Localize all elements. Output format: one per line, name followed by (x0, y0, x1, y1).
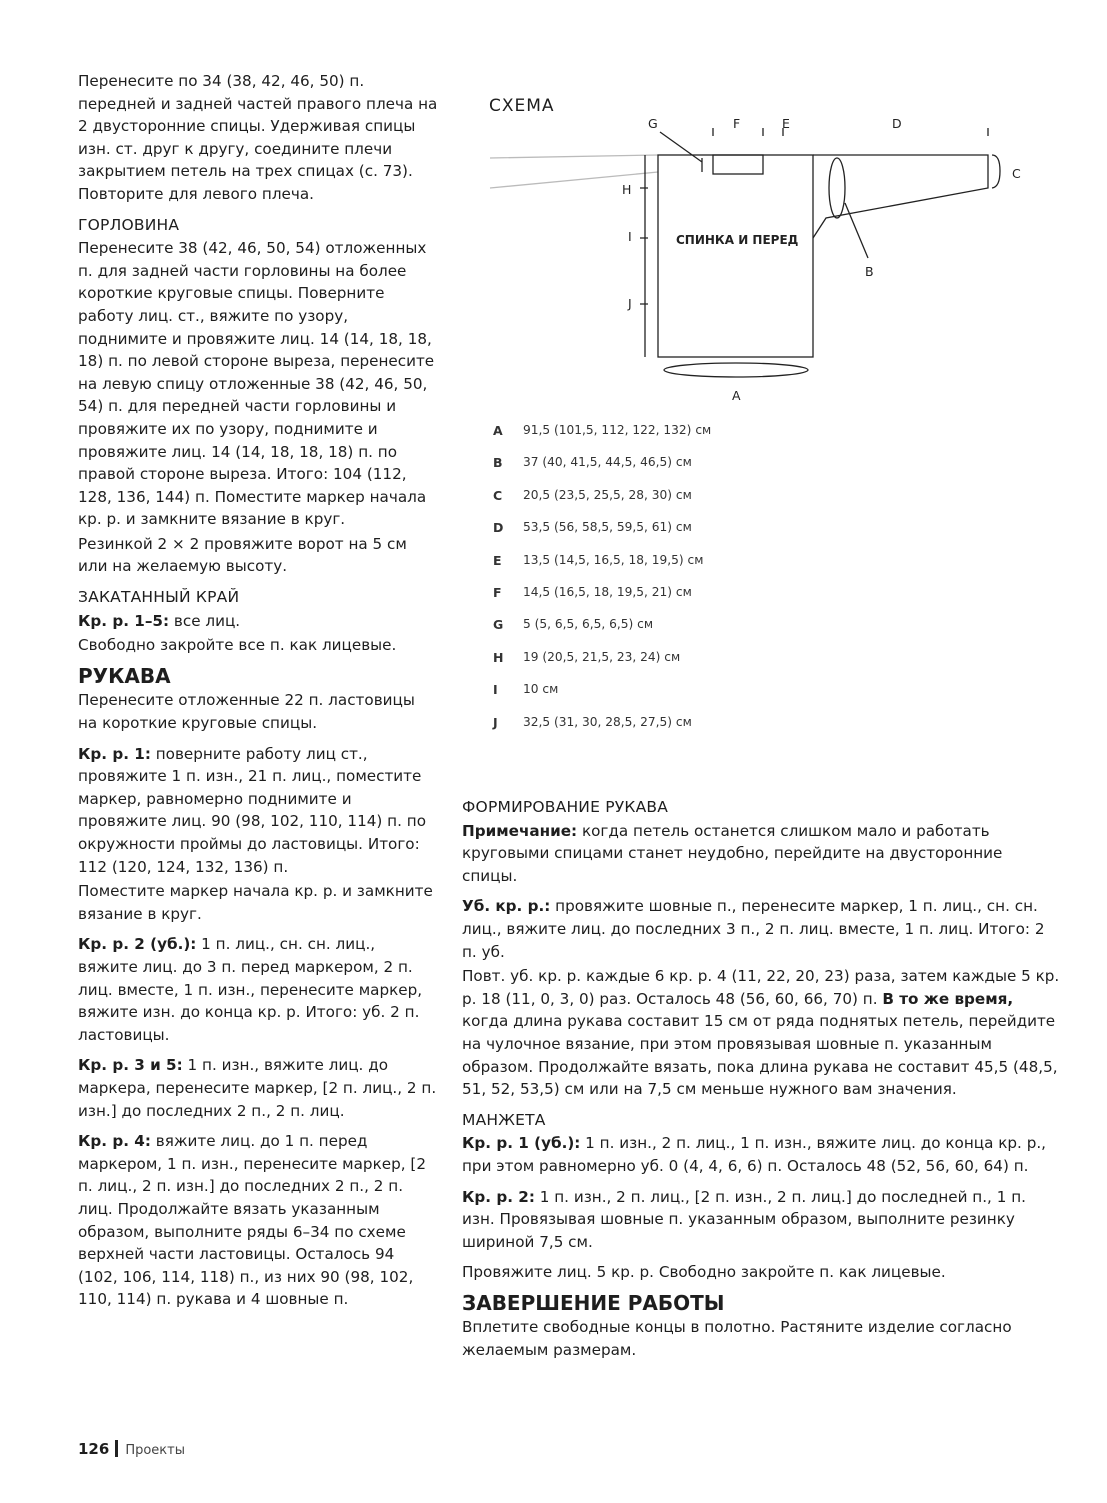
legend-value: 32,5 (31, 30, 28,5, 27,5) см (523, 714, 692, 729)
label-h: H (622, 182, 632, 197)
row-text: 1 п. лиц., сн. сн. лиц., вяжите лиц. до 3 п. перед маркером, 2 п. лиц. вместе, 1 п. изн., перенесите маркер, вяжите изн. до конца кр. р. Итого: уб. 2 п. ластовицы. (78, 935, 423, 1044)
round-4 (78, 1130, 438, 1311)
rolled-edge-heading: ЗАКАТАННЫЙ КРАЙ (78, 588, 240, 607)
label-b: B (865, 264, 874, 279)
width-ticks (713, 128, 988, 136)
legend-value: 20,5 (23,5, 25,5, 28, 30) см (523, 487, 692, 502)
body-outline (658, 155, 813, 357)
page-footer (78, 1440, 185, 1458)
page-number: 126 (78, 1440, 110, 1458)
row-text: поверните работу лиц ст., провяжите 1 п. изн., 21 п. лиц., поместите маркер, равномерно поднимите и провяжите лиц. 90 (98, 102, 110, 114) п. по окружности проймы до ластовицы. Итого: 112 (120, 124, 132, 136) п. (78, 744, 426, 876)
legend-key: G (493, 617, 504, 633)
legend-key: H (493, 649, 504, 665)
body-label: СПИНКА И ПЕРЕД (676, 233, 799, 247)
legend-key: F (493, 584, 502, 600)
neckline-heading: ГОРЛОВИНА (78, 215, 180, 234)
left-column (78, 70, 438, 1319)
round-1 (78, 743, 438, 879)
right-sleeve-outline (813, 155, 988, 238)
legend-row (493, 520, 711, 552)
label-c: C (1012, 166, 1021, 181)
legend-value: 53,5 (56, 58,5, 59,5, 61) см (523, 520, 692, 535)
legend-key: B (493, 455, 503, 471)
row-label: Кр. р. 1–5: (78, 611, 170, 630)
legend-key: A (493, 423, 503, 438)
legend-row (493, 585, 711, 617)
note-paragraph (462, 820, 1062, 888)
shoulder-paragraph: Перенесите по 34 (38, 42, 46, 50) п. передней и задней частей правого плеча на 2 двусторонние спицы. Удерживая спицы изн. ст. друг к другу, соедините плечи закрытием петель на трех спицах (с. 73). Повторите для левого плеча. (78, 72, 438, 203)
legend-key: E (493, 552, 502, 568)
legend-value: 10 см (523, 682, 559, 697)
legend-value: 14,5 (16,5, 18, 19,5, 21) см (523, 584, 692, 599)
cuff-round-1 (462, 1132, 1062, 1177)
legend-key: C (493, 487, 503, 503)
row-text: 1 п. изн., 2 п. лиц., [2 п. изн., 2 п. лиц.] до последней п., 1 п. изн. Провязывая шовные п. указанным образом, выполните резинку шириной 7,5 см. (462, 1187, 1026, 1251)
rolled-edge-bindoff: Свободно закройте все п. как лицевые. (78, 636, 397, 655)
legend-value: 5 (5, 6,5, 6,5, 6,5) см (523, 617, 654, 632)
legend-row (493, 715, 711, 747)
legend-key: J (493, 714, 498, 730)
row-label: Кр. р. 3 и 5: (78, 1056, 183, 1075)
measurement-legend (493, 423, 711, 747)
sleeve-circumference-marker (829, 158, 845, 218)
schema-title: СХЕМА (489, 96, 555, 116)
height-dimension-line (640, 155, 648, 357)
round-2 (78, 933, 438, 1046)
label-i: I (628, 229, 632, 244)
legend-key: I (493, 682, 498, 698)
rolled-edge-rows (78, 610, 438, 633)
row-text: все лиц. (169, 611, 241, 630)
row-label: Кр. р. 2: (462, 1187, 535, 1206)
round-3-5 (78, 1054, 438, 1122)
sleeves-paragraph: Перенесите отложенные 22 п. ластовицы на короткие круговые спицы. (78, 691, 415, 733)
label-j: J (628, 296, 632, 311)
label-g: G (648, 116, 658, 131)
neckline-paragraph: Перенесите 38 (42, 46, 50, 54) отложенных п. для задней части горловины на более короткие круговые спицы. Поверните работу лиц. ст., вяжите по узору, поднимите и провяжите лиц. 14 (14, 18, 18, 18) п. по левой стороне выреза, перенесите на левую спицу отложенные 38 (42, 46, 50, 54) п. для передней части горловины и провяжите их по узору, поднимите и провяжите лиц. 14 (14, 18, 18, 18) п. по правой стороне выреза. Итого: 104 (112, 128, 136, 144) п. Поместите маркер начала кр. р. и замкните вязание в круг. (78, 239, 435, 529)
legend-row (493, 650, 711, 682)
row-label: Кр. р. 1: (78, 744, 151, 763)
cuff-heading: МАНЖЕТА (462, 1110, 546, 1129)
cuff-round-2 (462, 1186, 1062, 1254)
row-label: Кр. р. 4: (78, 1132, 151, 1151)
legend-row (493, 553, 711, 585)
round-1-marker: Поместите маркер начала кр. р. и замкните вязание в круг. (78, 882, 433, 923)
sleeves-heading: РУКАВА (78, 663, 171, 688)
cuff-marker (992, 155, 1000, 188)
row-text: вяжите лиц. до 1 п. перед маркером, 1 п. изн., перенесите маркер, [2 п. лиц., 2 п. изн.] до последних 2 п., 2 п. лиц. Продолжайте вязать указанным образом, выполните ряды 6–34 по схеме верхней части ластовицы. Осталось 94 (102, 106, 114, 118) п., из них 90 (98, 102, 110, 114) п. рукава и 4 шовные п. (78, 1132, 426, 1309)
row-text: провяжите шовные п., перенесите маркер, 1 п. лиц., сн. сн. лиц., вяжите лиц. до последних 3 п., 2 п. лиц. вместе, 1 п. лиц. Итого: 2 п. уб. (462, 897, 1045, 961)
legend-value: 19 (20,5, 21,5, 23, 24) см (523, 649, 681, 664)
row-text: 1 п. изн., 2 п. лиц., 1 п. изн., вяжите лиц. до конца кр. р., при этом равномерно уб. 0 (4, 4, 6, 6) п. Осталось 48 (52, 56, 60, 64) п. (462, 1134, 1047, 1175)
legend-value: 91,5 (101,5, 112, 122, 132) см (523, 423, 712, 437)
legend-row (493, 488, 711, 520)
label-f: F (733, 116, 741, 131)
cuff-final: Провяжите лиц. 5 кр. р. Свободно закройте п. как лицевые. (462, 1263, 946, 1282)
row-label: Кр. р. 1 (уб.): (462, 1134, 581, 1153)
note-label: Примечание: (462, 821, 578, 840)
note-text: когда петель останется слишком мало и работать круговыми спицами станет неудобно, перейдите на двусторонние спицы. (462, 821, 1003, 885)
repeat-bold: В то же время, (882, 989, 1014, 1008)
repeat-paragraph (462, 965, 1062, 1101)
right-column (462, 792, 1062, 1370)
legend-row (493, 682, 711, 714)
finishing-paragraph: Вплетите свободные концы в полотно. Растяните изделие согласно желаемым размерам. (462, 1318, 1012, 1360)
legend-row (493, 455, 711, 487)
section-name: Проекты (125, 1443, 185, 1458)
g-pointer (660, 132, 702, 172)
footer-divider (115, 1440, 118, 1457)
sweater-schematic (480, 108, 1040, 408)
legend-value: 13,5 (14,5, 16,5, 18, 19,5) см (523, 552, 704, 567)
neck-outline (713, 155, 763, 174)
label-a: A (732, 388, 741, 403)
label-d: D (892, 116, 902, 131)
row-label: Кр. р. 2 (уб.): (78, 935, 197, 954)
sleeve-shaping-heading: ФОРМИРОВАНИЕ РУКАВА (462, 798, 669, 816)
legend-row (493, 423, 711, 455)
repeat-text-1: Повт. уб. кр. р. каждые 6 кр. р. 4 (11, 22, 20, 23) раза, затем каждые 5 кр. р. 18 (11, 0, 3, 0) раз. Осталось 48 (56, 60, 66, 70) п. (462, 967, 1060, 1008)
repeat-text-2: когда длина рукава составит 15 см от ряда поднятых петель, перейдите на чулочное вязание, при этом провязывая шовные п. указанным образом. Продолжайте вязать, пока длина рукава не составит 45,5 (48,5, 51, 52, 53,5) см или на 7,5 см меньше нужного вам значения. (462, 1012, 1058, 1099)
decrease-round (462, 895, 1062, 963)
ribbing-paragraph: Резинкой 2 × 2 провяжите ворот на 5 см или на желаемую высоту. (78, 534, 407, 576)
finishing-heading: ЗАВЕРШЕНИЕ РАБОТЫ (462, 1290, 725, 1315)
label-e: E (782, 116, 790, 131)
legend-value: 37 (40, 41,5, 44,5, 46,5) см (523, 455, 692, 470)
left-sleeve-outline (490, 155, 658, 188)
row-label: Уб. кр. р.: (462, 897, 551, 916)
legend-key: D (493, 520, 504, 536)
legend-row (493, 617, 711, 649)
row-text: 1 п. изн., вяжите лиц. до маркера, перенесите маркер, [2 п. лиц., 2 п. изн.] до последних 2 п., 2 п. лиц. (78, 1056, 437, 1120)
hem-circumference-marker (664, 363, 808, 377)
